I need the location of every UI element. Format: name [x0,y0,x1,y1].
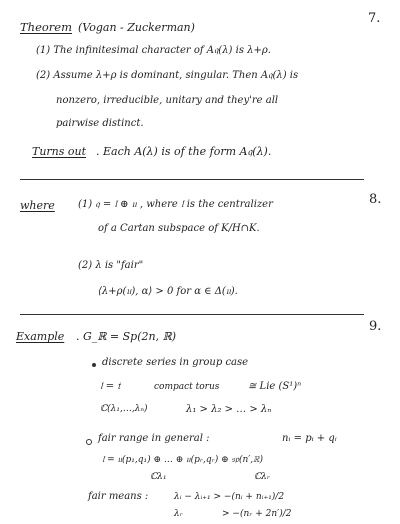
where-item-2-line-2: ⟨λ+ρ(𝔲), α⟩ > 0 for α ∈ Δ(𝔲). [98,286,238,297]
turns-out-label: Turns out [32,145,87,158]
where-item-1-line-2: of a Cartan subspace of K/H∩K. [98,223,260,234]
turns-out-text: . Each A(λ) is of the form A𝔮(λ). [96,145,272,158]
fair-condition-2-rhs: > −(nᵣ + 2n′)/2 [222,509,292,519]
where-item-1-line-1: (1) 𝔮 = 𝔩 ⊕ 𝔲 , where 𝔩 is the centralizer [78,199,273,210]
theorem-attribution: (Vogan - Zuckerman) [78,21,195,34]
bullet-fair-range [86,439,92,445]
c-lambda-1: ℂλ₁ [150,472,167,482]
divider-2 [20,314,364,315]
page-number-9: 9. [369,319,382,334]
levi-decomposition: 𝔩 = 𝔲(p₁,q₁) ⊕ … ⊕ 𝔲(pᵣ,qᵣ) ⊕ 𝔰𝔭(n′,ℝ) [102,455,264,465]
theorem-item-2-line-1: (2) Assume λ+ρ is dominant, singular. Then A𝔮(λ) is [36,70,299,81]
discrete-series-line: discrete series in group case [102,357,249,368]
torus-middle: compact torus [154,382,220,392]
fair-condition-2-lhs: λᵣ [174,509,183,519]
torus-rhs: ≅ Lie (S¹)ⁿ [248,381,302,392]
page-number-8: 8. [369,192,382,207]
example-group: . G_ℝ = Sp(2n, ℝ) [76,330,177,343]
theorem-item-2-line-3: pairwise distinct. [56,118,144,129]
n-i-definition: nᵢ = pᵢ + qᵢ [282,433,337,444]
fair-condition-1: λᵢ − λᵢ₊₁ > −(nᵢ + nᵢ₊₁)/2 [174,492,285,502]
bullet-discrete-series [92,363,96,367]
example-label: Example [16,330,65,343]
theorem-item-1: (1) The infinitesimal character of A𝔮(λ) is λ+ρ. [36,45,271,56]
c-lambda-r: ℂλᵣ [254,472,270,482]
where-item-2-line-1: (2) λ is "fair" [78,260,144,271]
theorem-heading: Theorem [20,20,73,34]
lambda-ordering: λ₁ > λ₂ > … > λₙ [186,404,272,415]
theorem-item-2-line-2: nonzero, irreducible, unitary and they're all [56,95,279,106]
torus-lhs: 𝔩 = 𝔱 [100,381,121,392]
fair-means-label: fair means : [88,491,149,502]
coordinates: ℂ(λ₁,…,λₙ) [100,404,148,414]
fair-range-line: fair range in general : [98,433,210,444]
divider-1 [20,179,364,180]
page-number-7: 7. [368,11,381,26]
where-label: where [20,199,55,212]
